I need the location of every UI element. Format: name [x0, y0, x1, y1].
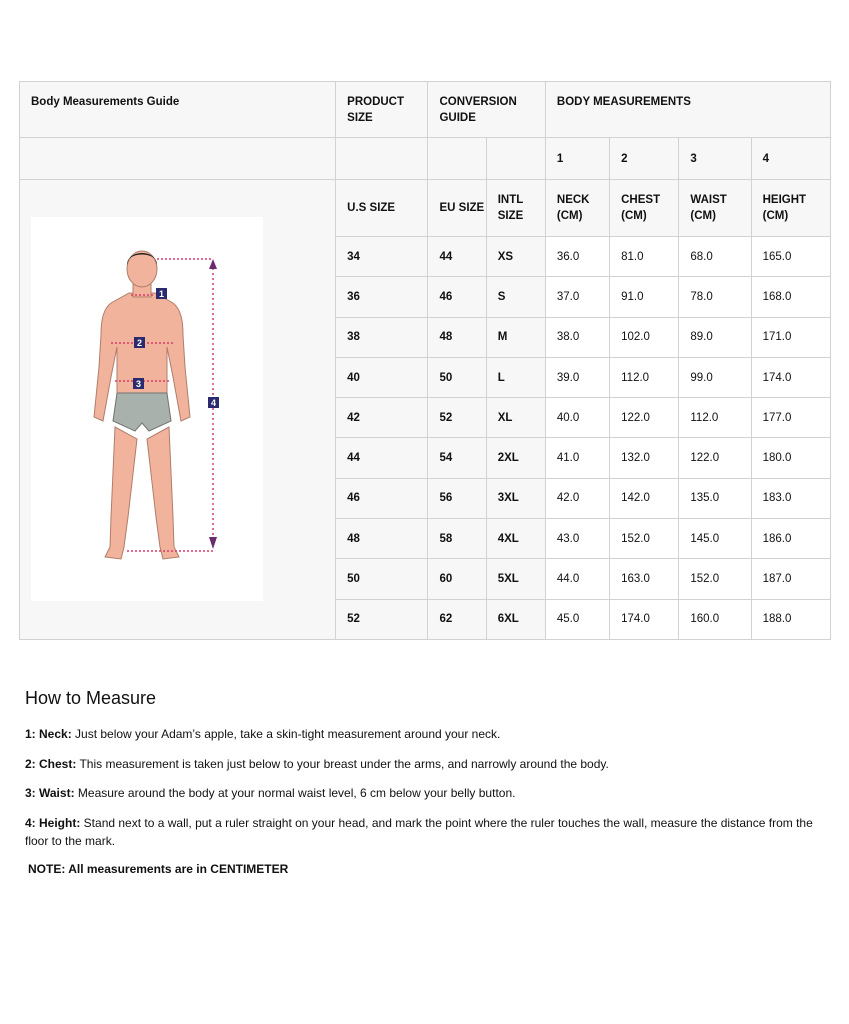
intl-size: M	[486, 317, 545, 357]
neck-header: NECK (CM)	[545, 180, 609, 237]
height-header: HEIGHT (CM)	[751, 180, 830, 237]
intl-size: XS	[486, 237, 545, 277]
waist-value: 89.0	[679, 317, 751, 357]
svg-text:3: 3	[135, 379, 142, 390]
chest-value: 132.0	[610, 438, 679, 478]
intl-size: 2XL	[486, 438, 545, 478]
intl-size: 5XL	[486, 559, 545, 599]
left-leg	[105, 427, 137, 559]
neck-value: 38.0	[545, 317, 609, 357]
number-waist: 3	[679, 138, 751, 180]
number-row	[20, 138, 831, 180]
height-value: 165.0	[751, 237, 830, 277]
body-figure-svg	[31, 217, 263, 601]
number-neck: 1	[545, 138, 609, 180]
neck-value: 36.0	[545, 237, 609, 277]
us-size: 42	[336, 398, 428, 438]
chest-header: CHEST (CM)	[610, 180, 679, 237]
intl-size: 3XL	[486, 478, 545, 518]
intl-size: XL	[486, 398, 545, 438]
eu-size: 60	[428, 559, 486, 599]
chest-value: 102.0	[610, 317, 679, 357]
height-arrow-down-icon	[209, 537, 217, 549]
height-value: 177.0	[751, 398, 830, 438]
us-size: 38	[336, 317, 428, 357]
intl-size: S	[486, 277, 545, 317]
svg-text:1: 1	[158, 289, 165, 300]
number-chest: 2	[610, 138, 679, 180]
table-title: Body Measurements Guide	[20, 82, 336, 138]
us-size: 44	[336, 438, 428, 478]
us-size: 34	[336, 237, 428, 277]
intl-size: L	[486, 357, 545, 397]
table-header-row	[20, 82, 831, 138]
neck-value: 42.0	[545, 478, 609, 518]
neck-value: 39.0	[545, 357, 609, 397]
height-value: 186.0	[751, 519, 830, 559]
waist-value: 78.0	[679, 277, 751, 317]
eu-size: 52	[428, 398, 486, 438]
how-to-measure-title: How to Measure	[25, 688, 157, 708]
eu-size: 58	[428, 519, 486, 559]
eu-size: 44	[428, 237, 486, 277]
neck-value: 37.0	[545, 277, 609, 317]
height-value: 174.0	[751, 357, 830, 397]
height-value: 171.0	[751, 317, 830, 357]
intl-size: 4XL	[486, 519, 545, 559]
us-size: 36	[336, 277, 428, 317]
body-measurements-header: BODY MEASUREMENTS	[545, 82, 830, 138]
neck-value: 44.0	[545, 559, 609, 599]
right-leg	[147, 427, 179, 559]
shorts	[113, 393, 171, 431]
eu-size: 50	[428, 357, 486, 397]
us-size: 40	[336, 357, 428, 397]
chest-value: 112.0	[610, 357, 679, 397]
chest-value: 142.0	[610, 478, 679, 518]
waist-value: 99.0	[679, 357, 751, 397]
size-chart-table	[19, 81, 831, 640]
chest-value: 81.0	[610, 237, 679, 277]
neck-value: 43.0	[545, 519, 609, 559]
step-neck: 1: Neck: Just below your Adam’s apple, take a skin-tight measurement around your neck.	[25, 727, 501, 741]
height-value: 168.0	[751, 277, 830, 317]
waist-value: 135.0	[679, 478, 751, 518]
measurement-note: NOTE: All measurements are in CENTIMETER	[28, 862, 289, 876]
us-size: 52	[336, 599, 428, 639]
height-value: 180.0	[751, 438, 830, 478]
us-size: 48	[336, 519, 428, 559]
eu-size-header: EU SIZE	[428, 180, 486, 237]
conversion-guide-header: CONVERSION GUIDE	[428, 82, 545, 138]
chest-value: 91.0	[610, 277, 679, 317]
waist-value: 152.0	[679, 559, 751, 599]
eu-size: 54	[428, 438, 486, 478]
eu-size: 56	[428, 478, 486, 518]
waist-value: 160.0	[679, 599, 751, 639]
height-arrow-up-icon	[209, 259, 217, 269]
chest-value: 174.0	[610, 599, 679, 639]
chest-value: 163.0	[610, 559, 679, 599]
eu-size: 46	[428, 277, 486, 317]
number-height: 4	[751, 138, 830, 180]
svg-text:4: 4	[210, 398, 217, 409]
height-value: 183.0	[751, 478, 830, 518]
column-header-row	[20, 180, 831, 237]
body-figure-cell	[20, 180, 336, 640]
step-height: 4: Height: Stand next to a wall, put a ruler straight on your head, and mark the point where the ruler touches the wall, measure the distance from the floor to the mark.	[25, 816, 813, 848]
svg-text:2: 2	[136, 338, 143, 349]
waist-value: 68.0	[679, 237, 751, 277]
intl-size-header: INTL SIZE	[486, 180, 545, 237]
waist-header: WAIST (CM)	[679, 180, 751, 237]
waist-value: 122.0	[679, 438, 751, 478]
us-size: 50	[336, 559, 428, 599]
neck-value: 45.0	[545, 599, 609, 639]
us-size-header: U.S SIZE	[336, 180, 428, 237]
waist-value: 145.0	[679, 519, 751, 559]
us-size: 46	[336, 478, 428, 518]
chest-value: 122.0	[610, 398, 679, 438]
product-size-header: PRODUCT SIZE	[336, 82, 428, 138]
height-value: 187.0	[751, 559, 830, 599]
eu-size: 48	[428, 317, 486, 357]
step-waist: 3: Waist: Measure around the body at your normal waist level, 6 cm below your belly button.	[25, 786, 516, 800]
step-chest: 2: Chest: This measurement is taken just below to your breast under the arms, and narrowly around the body.	[25, 757, 609, 771]
intl-size: 6XL	[486, 599, 545, 639]
eu-size: 62	[428, 599, 486, 639]
waist-value: 112.0	[679, 398, 751, 438]
neck-value: 41.0	[545, 438, 609, 478]
chest-value: 152.0	[610, 519, 679, 559]
body-figure	[31, 217, 263, 601]
neck-value: 40.0	[545, 398, 609, 438]
height-value: 188.0	[751, 599, 830, 639]
